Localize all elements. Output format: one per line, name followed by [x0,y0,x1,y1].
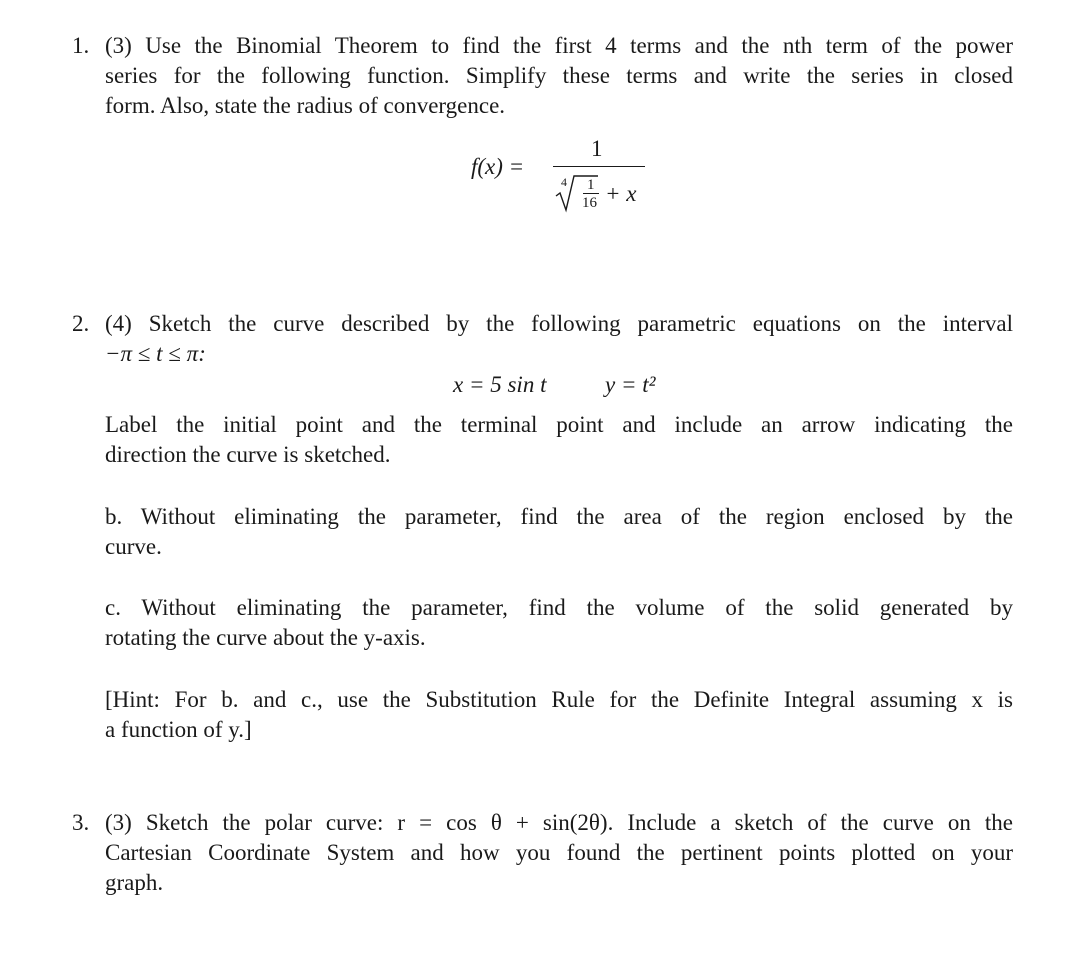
problem-2-number: 2. [72,311,90,336]
part-b-line-2: curve. [105,534,162,559]
label-line-2: direction the curve is sketched. [105,442,391,467]
problem-2-label-text [105,410,1013,470]
part-b-line-1: b. Without eliminating the parameter, find the area of the region enclosed by the [105,504,1013,529]
problem-3-text [105,808,1013,898]
problem-3-line-1: (3) Sketch the polar curve: r = cos θ + sin(2θ). Include a sketch of the curve on the [105,810,1013,835]
problem-1-line-2: series for the following function. Simplify these terms and write the series in closed [105,63,1013,88]
problem-3-line-3: graph. [105,870,164,895]
problem-3-line-2: Cartesian Coordinate System and how you found the pertinent points plotted on your [105,840,1013,865]
hint-line-1: [Hint: For b. and c., use the Substitution Rule for the Definite Integral assuming x is [105,687,1013,712]
problem-2-part-c [105,593,1013,653]
problem-1-text [105,31,1013,121]
inner-fraction-denominator: 16 [582,195,597,211]
fourth-root-sign [552,170,652,216]
problem-2-part-b [105,502,1013,562]
problem-2-hint [105,685,1013,745]
problem-1-number: 1. [72,33,90,58]
inner-plus-x: + x [605,181,637,206]
problem-3-number: 3. [72,810,90,835]
hint-line-2: a function of y.] [105,717,252,742]
equation-fraction-bar [553,166,645,167]
equation-x: x = 5 sin t [453,372,547,397]
inner-fraction-numerator: 1 [587,177,595,193]
inner-fraction-bar [583,193,599,194]
problem-2-line-1: (4) Sketch the curve described by the following parametric equations on the interval [105,311,1013,336]
problem-1-line-3: form. Also, state the radius of convergence. [105,93,506,118]
problem-2-text [105,309,1013,369]
root-index: 4 [561,175,567,189]
problem-1-line-1: (3) Use the Binomial Theorem to find the first 4 terms and the nth term of the power [105,33,1013,58]
equation-lhs: f(x) = [471,154,525,179]
problem-2-line-2: −π ≤ t ≤ π: [105,341,206,366]
equation-y: y = t² [605,372,656,397]
part-c-line-2: rotating the curve about the y-axis. [105,625,426,650]
part-c-line-1: c. Without eliminating the parameter, find the volume of the solid generated by [105,595,1013,620]
equation-numerator: 1 [591,136,603,161]
label-line-1: Label the initial point and the terminal point and include an arrow indicating the [105,412,1013,437]
